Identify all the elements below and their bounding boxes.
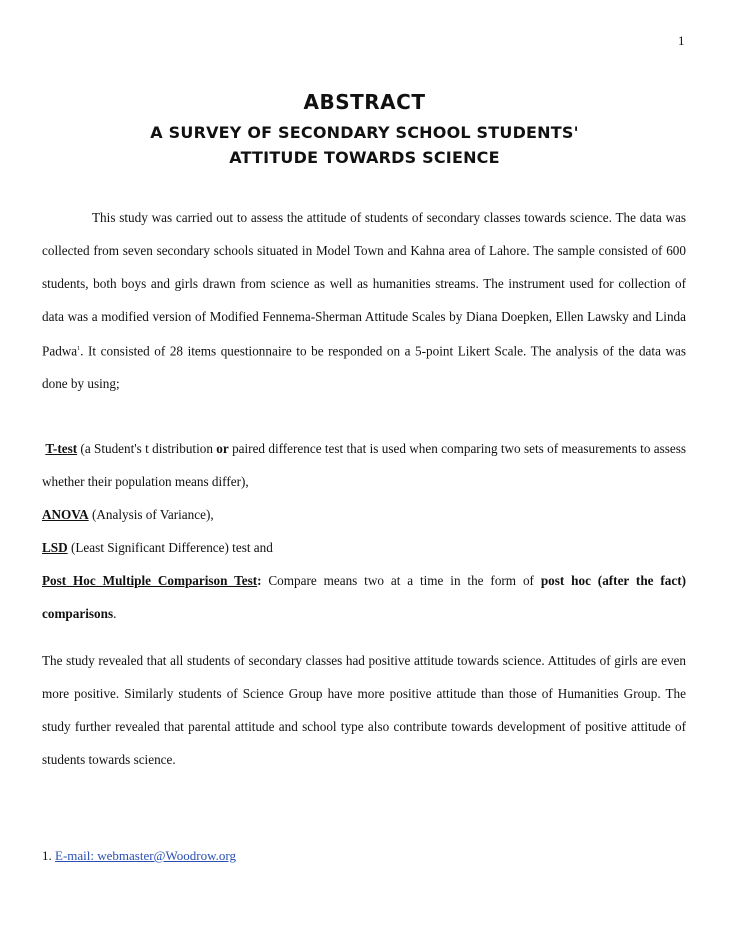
- email-link[interactable]: E-mail: webmaster@Woodrow.org: [55, 848, 236, 863]
- posthoc-desc: Compare means two at a time in the form of: [261, 573, 541, 588]
- paragraph-1-text-a: This study was carried out to assess the attitude of students of secondary classes towards science. The data was collected from seven secondary schools situated in Model Town and Kahna area of Lahore. The sample consisted of 600 students, both boys and girls drawn from science as well as humanities streams. The instrument used for collection of data was a modified version of Modified Fennema-Sherman Attitude Scales by Diana Doepken, Ellen Lawsky and Linda Padwa: [42, 210, 686, 359]
- ttest-desc-a: (a Student's t distribution: [77, 441, 217, 456]
- posthoc-bold: post hoc (after the fact) comparisons: [42, 573, 687, 621]
- ttest-or: or: [216, 441, 229, 456]
- page-number: 1: [678, 33, 685, 48]
- footnote: [42, 848, 236, 864]
- abstract-paragraph-2: The study revealed that all students of secondary classes had positive attitude towards science. Attitudes of girls are even more positive. Similarly students of Science Group have more positive attitude than those of Humanities Group. The study further revealed that parental attitude and school type also contribute towards development of positive attitude of students towards science.: [42, 653, 686, 767]
- paragraph-1-text-b: . It consisted of 28 items questionnaire to be responded on a 5-point Likert Scale. The analysis of the data was done by using;: [42, 343, 686, 392]
- method-posthoc: [42, 564, 686, 630]
- abstract-heading-text: ABSTRACT: [303, 90, 426, 114]
- method-ttest: [42, 432, 686, 498]
- title-line-2: ATTITUDE TOWARDS SCIENCE: [229, 148, 500, 167]
- lsd-desc: (Least Significant Difference) test and: [67, 540, 273, 555]
- anova-term: ANOVA: [42, 507, 89, 522]
- posthoc-colon: :: [257, 573, 262, 588]
- methods-list: [42, 432, 686, 630]
- method-lsd: [42, 531, 686, 564]
- title-line-1: A SURVEY OF SECONDARY SCHOOL STUDENTS': [150, 123, 579, 142]
- ttest-desc-b: paired difference test that is used when comparing two sets of measurements to assess whether their population means differ),: [42, 441, 687, 489]
- method-anova: [42, 498, 686, 531]
- abstract-heading: [0, 90, 729, 114]
- footnote-reference: 1: [77, 346, 81, 352]
- posthoc-term: Post Hoc Multiple Comparison Test: [42, 573, 258, 588]
- footnote-number: 1.: [42, 848, 52, 863]
- lsd-term: LSD: [42, 540, 68, 555]
- ttest-term: T-test: [45, 441, 78, 456]
- posthoc-end: .: [113, 606, 117, 621]
- anova-desc: (Analysis of Variance),: [88, 507, 214, 522]
- abstract-paragraph-1: [42, 201, 686, 400]
